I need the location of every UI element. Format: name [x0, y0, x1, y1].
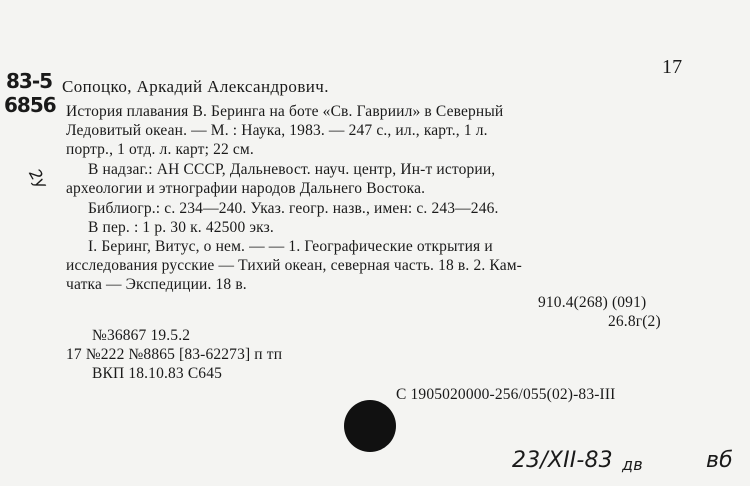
subject-line: исследования русские — Тихий океан, северная часть. 18 в. 2. Кам-: [66, 257, 522, 274]
registry-line: 17 №222 №8865 [83-62273] п тп: [66, 346, 283, 363]
punch-hole: [344, 400, 396, 452]
index-code: С 1905020000-256/055(02)-83-III: [396, 386, 616, 403]
classification-bbk: 26.8г(2): [608, 313, 661, 330]
registry-line: ВКП 18.10.83 С645: [92, 365, 223, 382]
note-line: В надзаг.: АН СССР, Дальневост. науч. центр, Ин-т истории,: [88, 161, 496, 178]
handwritten-initials: дв: [622, 455, 643, 474]
title-line: портр., 1 отд. л. карт; 22 см.: [66, 141, 254, 158]
note-line: археологии и этнографии народов Дальнего Востока.: [66, 180, 426, 197]
note-line: Библиогр.: с. 234—240. Указ. геогр. назв., имен: с. 243—246.: [88, 200, 499, 217]
inventory-code-handwritten: 6856: [4, 93, 56, 117]
handwritten-date: 23/XII-83: [512, 448, 613, 473]
title-line: История плавания В. Беринга на боте «Св. Гавриил» в Северный: [66, 103, 504, 120]
title-line: Ледовитый океан. — М. : Наука, 1983. — 247 с., ил., карт., 1 л.: [66, 122, 488, 139]
note-line: В пер. : 1 р. 30 к. 42500 экз.: [88, 219, 274, 236]
subject-line: I. Беринг, Витус, о нем. — — 1. Географические открытия и: [88, 238, 493, 255]
classification-udc: 910.4(268) (091): [538, 294, 647, 311]
subject-line: чатка — Экспедиции. 18 в.: [66, 276, 247, 293]
author-heading: Сопоцко, Аркадий Александрович.: [62, 77, 329, 96]
registry-line: №36867 19.5.2: [92, 327, 191, 344]
margin-handwritten-mark: 2у: [25, 165, 52, 193]
page-number: 17: [662, 56, 683, 78]
handwritten-mark: вб: [706, 448, 733, 473]
shelf-code-handwritten: 83-5: [6, 69, 53, 93]
